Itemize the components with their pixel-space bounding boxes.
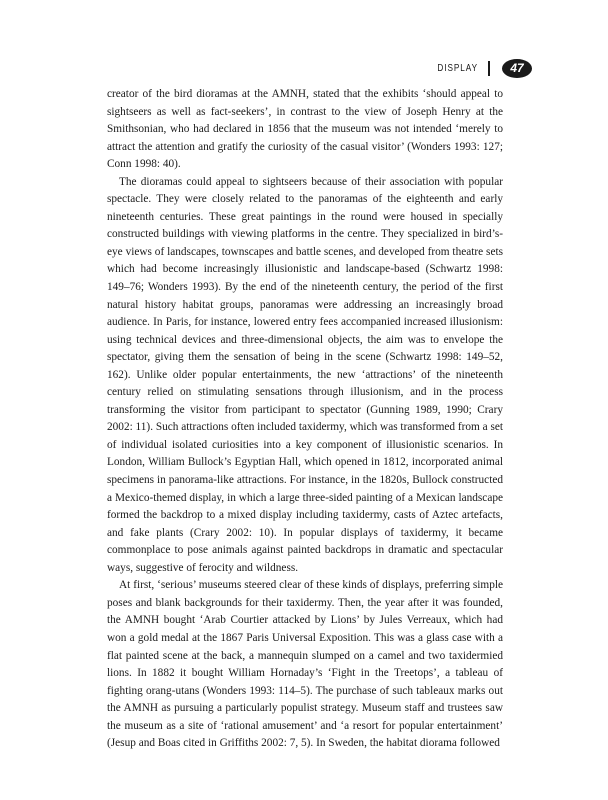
running-head: [426, 58, 532, 78]
header-divider: [488, 61, 490, 76]
section-title: DISPLAY: [437, 62, 478, 74]
body-text: [107, 86, 503, 753]
paragraph-serious-museums: At first, ‘serious’ museums steered clear of these kinds of displays, preferring simple poses and blank backgrounds for their taxidermy. Then, the year after it was founded, the AMNH bought ‘Arab Courtier attacked by Lions’ by Jules Verreaux, which had won a gold medal at the 1867 Paris Universal Exposition. This was a glass case with a flat painted scene at the back, a mannequin slumped on a camel and two taxidermied lions. In 1882 it bought William Hornaday’s ‘Fight in the Treetops’, a tableau of fighting orang-utans (Wonders 1993: 114–5). The purchase of such tableaux marks out the AMNH as pursuing a particularly populist strategy. Museum staff and trustees saw the museum as a site of ‘rational amusement’ and ‘a resort for popular entertainment’ (Jesup and Boas cited in Griffiths 2002: 7, 5). In Sweden, the habitat diorama followed: [107, 579, 503, 750]
paragraph-dioramas: The dioramas could appeal to sightseers because of their association with popular spectacle. They were closely related to the panoramas of the eighteenth and early nineteenth centuries. These great paintings in the round were housed in specially constructed buildings with viewing platforms in the centre. They specialized in bird’s-eye views of landscapes, townscapes and battle scenes, and developed from theatre sets which had become increasingly illusionistic and landscape-based (Schwartz 1998: 149–76; Wonders 1993). By the end of the nineteenth century, the period of the first natural history habitat groups, panoramas were addressing an increasingly broad audience. In Paris, for instance, lowered entry fees accompanied increased illusionism: using technical devices and three-dimensional objects, the aim was to envelope the spectator, giving them the sensation of being in the scene (Schwartz 1998: 149–52, 162). Unlike older popular entertainments, the new ‘attractions’ of the nineteenth century relied on stimulating sensations through illusionism, and in the process transforming the visitor from participant to spectator (Gunning 1989, 1990; Crary 2002: 11). Such attractions often included taxidermy, which was transformed from a set of individual isolated curiosities into a key component of illusionistic scenarios. In London, William Bullock’s Egyptian Hall, which opened in 1812, incorporated animal specimens in panorama-like attractions. For instance, in the 1820s, Bullock constructed a Mexico-themed display, in which a large three-sided painting of a Mexican landscape formed the backdrop to a mixed display including taxidermy, casts of Aztec artefacts, and fake plants (Crary 2002: 10). In popular displays of taxidermy, it became commonplace to pose animals against painted backdrops in dramatic and spectacular ways, suggestive of ferocity and wildness.: [107, 175, 504, 574]
page-number: 47: [502, 59, 532, 78]
paragraph-continued: creator of the bird dioramas at the AMNH, stated that the exhibits ‘should appeal to sightseers as well as fact-seekers’, in contrast to the view of Joseph Henry at the Smithsonian, who had declared in 1856 that the museum was not intended ‘merely to attract the attention and gratify the curiosity of the casual visitor’ (Wonders 1993: 127; Conn 1998: 40).: [107, 88, 503, 171]
